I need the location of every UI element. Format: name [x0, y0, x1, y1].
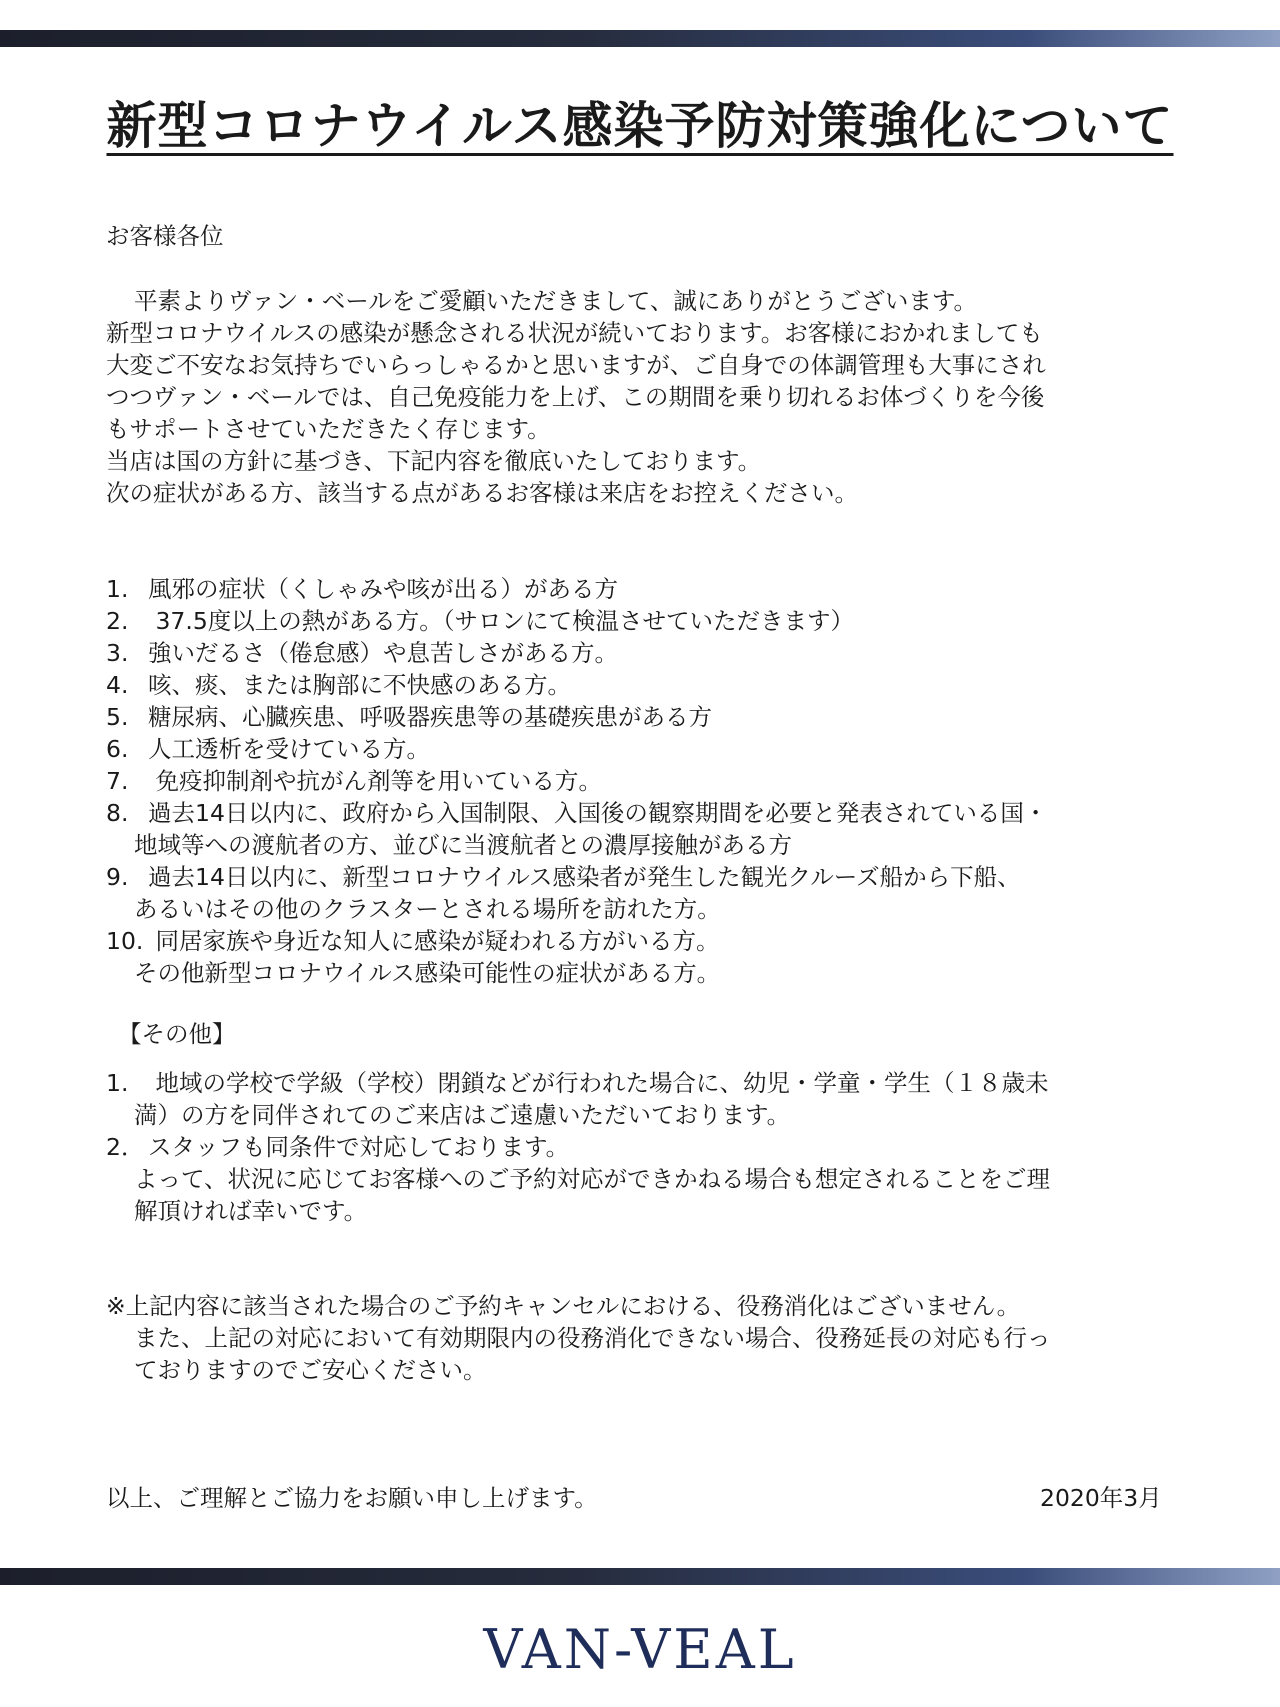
- item-text-continued: 地域等への渡航者の方、並びに当渡航者との濃厚接触がある方: [134, 831, 792, 859]
- item-text: 37.5度以上の熱がある方。（サロンにて検温させていただきます）: [148, 607, 855, 635]
- item-number: 1.: [106, 1069, 129, 1097]
- list-item: [106, 765, 1047, 797]
- other-list: [106, 1067, 1050, 1227]
- item-text-continued: よって、状況に応じてお客様へのご予約対応ができかねる場合も想定されることをご理: [134, 1165, 1051, 1193]
- list-item: [106, 1131, 1050, 1227]
- list-item: [106, 701, 1047, 733]
- item-number: 6.: [106, 735, 129, 763]
- intro-line: 当店は国の方針に基づき、下記内容を徹底いたしております。: [106, 447, 762, 475]
- symptom-list: [106, 573, 1047, 989]
- item-text-continued: 満）の方を同伴されてのご来店はご遠慮いただいております。: [134, 1101, 791, 1129]
- intro-line: 新型コロナウイルスの感染が懸念される状況が続いております。お客様におかれましても: [106, 319, 1043, 347]
- brand-logo: VAN-VEAL: [483, 1618, 797, 1681]
- item-number: 9.: [106, 863, 129, 891]
- item-number: 2.: [106, 607, 129, 635]
- list-item: [106, 797, 1047, 861]
- top-decorative-bar: [0, 30, 1280, 47]
- item-text: 過去14日以内に、政府から入国制限、入国後の観察期間を必要と発表されている国・: [148, 799, 1048, 827]
- item-text: 免疫抑制剤や抗がん剤等を用いている方。: [148, 767, 602, 795]
- notice-line: ※上記内容に該当された場合のご予約キャンセルにおける、役務消化はございません。: [106, 1292, 1021, 1320]
- item-text: 地域の学校で学級（学校）閉鎖などが行われた場合に、幼児・学童・学生（１８歳未: [148, 1069, 1049, 1097]
- list-item: [106, 1067, 1050, 1131]
- item-text: 咳、痰、または胸部に不快感のある方。: [148, 671, 571, 699]
- intro-line: 次の症状がある方、該当する点があるお客様は来店をお控えください。: [106, 479, 858, 507]
- list-item: [106, 637, 1047, 669]
- item-text: 過去14日以内に、新型コロナウイルス感染者が発生した観光クルーズ船から下船、: [148, 863, 1021, 891]
- item-text-continued: あるいはその他のクラスターとされる場所を訪れた方。: [134, 895, 721, 923]
- list-item: [106, 605, 1047, 637]
- item-number: 7.: [106, 767, 129, 795]
- item-text: 風邪の症状（くしゃみや咳が出る）がある方: [148, 575, 618, 603]
- item-text: 同居家族や身近な知人に感染が疑われる方がいる方。: [148, 927, 720, 955]
- item-number: 5.: [106, 703, 129, 731]
- notice-line: ておりますのでご安心ください。: [134, 1356, 487, 1384]
- other-heading: 【その他】: [118, 1020, 236, 1048]
- item-text: 強いだるさ（倦怠感）や息苦しさがある方。: [148, 639, 618, 667]
- notice-line: また、上記の対応において有効期限内の役務消化できない場合、役務延長の対応も行っ: [134, 1324, 1051, 1352]
- item-text: 糖尿病、心臓疾患、呼吸器疾患等の基礎疾患がある方: [148, 703, 712, 731]
- item-number: 3.: [106, 639, 129, 667]
- item-text: 人工透析を受けている方。: [148, 735, 430, 763]
- cancellation-notice: [106, 1290, 1051, 1386]
- list-item: [106, 733, 1047, 765]
- item-number: 8.: [106, 799, 129, 827]
- item-text-continued: その他新型コロナウイルス感染可能性の症状がある方。: [134, 959, 721, 987]
- intro-line: 平素よりヴァン・ベールをご愛顧いただきまして、誠にありがとうございます。: [134, 287, 977, 315]
- item-number: 4.: [106, 671, 129, 699]
- item-number: 2．: [106, 1133, 145, 1161]
- bottom-decorative-bar: [0, 1568, 1280, 1585]
- list-item: [106, 861, 1047, 925]
- date: 2020年3月: [1040, 1484, 1162, 1512]
- list-item: [106, 669, 1047, 701]
- salutation: お客様各位: [106, 222, 224, 250]
- list-item: [106, 573, 1047, 605]
- item-text: スタッフも同条件で対応しております。: [148, 1133, 570, 1161]
- item-number: 10.: [106, 927, 144, 955]
- item-number: 1.: [106, 575, 129, 603]
- intro-line: もサポートさせていただきたく存じます。: [106, 415, 551, 443]
- intro-line: つつヴァン・ベールでは、自己免疫能力を上げ、この期間を乗り切れるお体づくりを今後: [106, 383, 1045, 411]
- intro-line: 大変ご不安なお気持ちでいらっしゃるかと思いますが、ご自身での体調管理も大事にされ: [106, 351, 1046, 379]
- intro-paragraph: [106, 285, 1046, 509]
- page-title: 新型コロナウイルス感染予防対策強化について: [106, 97, 1174, 155]
- closing-remark: 以上、ご理解とご協力をお願い申し上げます。: [106, 1484, 598, 1512]
- item-text-continued: 解頂ければ幸いです。: [134, 1197, 368, 1225]
- list-item: [106, 925, 1047, 989]
